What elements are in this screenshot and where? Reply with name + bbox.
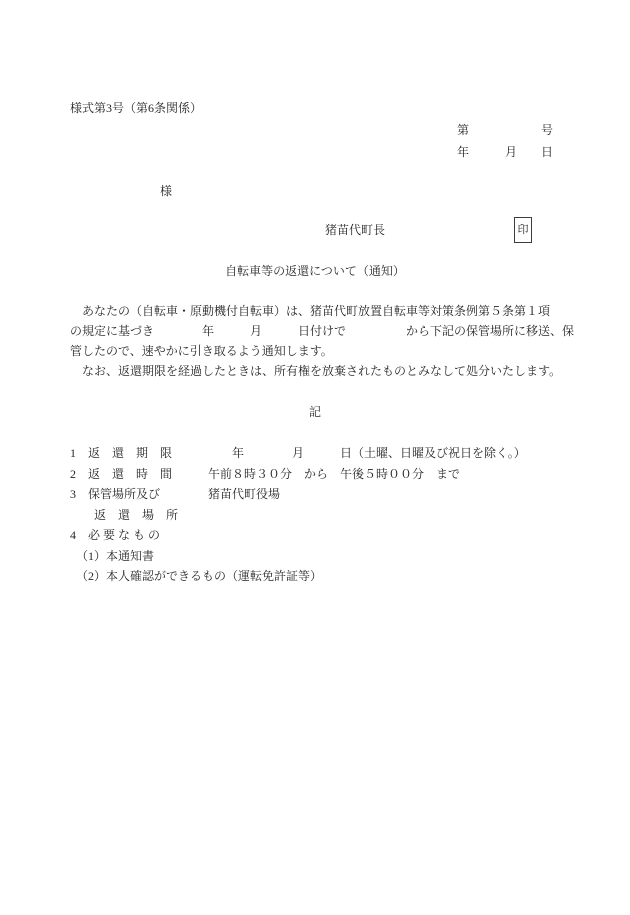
body-line-2: の規定に基づき 年 月 日付けで から下記の保管場所に移送、保 <box>70 324 575 338</box>
form-number-label: 様式第3号（第6条関係） <box>70 101 203 115</box>
list-item-storage-location: 3 保管場所及び 猪苗代町役場 <box>70 487 281 501</box>
recipient-honorific: 様 <box>160 184 173 198</box>
body-line-1: あなたの（自転車・原動機付自転車）は、猪苗代町放置自転車等対策条例第５条第１項 <box>70 304 551 318</box>
ki-section-heading: 記 <box>308 405 321 419</box>
body-paragraph <box>70 301 575 381</box>
document-title: 自転車等の返還について（通知） <box>225 264 405 278</box>
list-item-return-hours: 2 返 還 時 間 午前８時３０分 から 午後５時００分 まで <box>70 466 461 481</box>
body-line-3: 管したので、速やかに引き取るよう通知します。 <box>70 344 333 358</box>
list-subitem-this-notice: （1）本通知書 <box>70 548 155 563</box>
seal-box <box>514 217 532 243</box>
sender-title: 猪苗代町長 <box>325 223 386 237</box>
items-list <box>70 443 570 587</box>
list-item-return-deadline: 1 返 還 期 限 年 月 日（土曜、日曜及び祝日を除く。） <box>70 446 526 460</box>
date-line: 年 月 日 <box>457 145 554 159</box>
seal-stamp-placeholder: 印 <box>517 223 529 236</box>
list-subitem-identification: （2）本人確認ができるもの（運転免許証等） <box>70 569 323 583</box>
document-number-line: 第 号 <box>457 123 554 137</box>
list-item-return-place: 返 還 場 所 <box>70 507 179 522</box>
body-line-4: なお、返還期限を経過したときは、所有権を放棄されたものとみなして処分いたします。 <box>70 364 562 378</box>
list-item-required-things: 4 必 要 な も の <box>70 528 161 542</box>
